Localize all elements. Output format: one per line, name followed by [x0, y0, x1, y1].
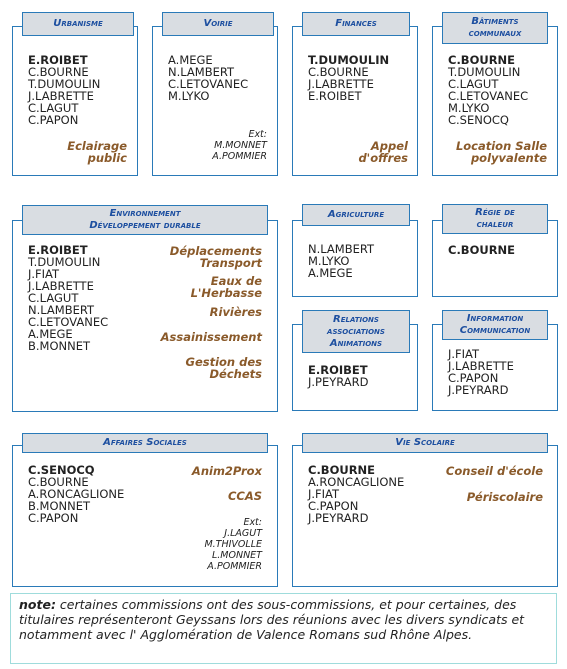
member: J.LABRETTE [28, 89, 94, 103]
member: C.BOURNE [308, 65, 369, 79]
external-members-affaires-sociales [204, 517, 262, 572]
members-agriculture [308, 243, 374, 279]
subcommission-assainissement [161, 331, 262, 343]
subcommission-eclairage [67, 140, 127, 164]
subcommission-line: Rivières [209, 305, 262, 319]
member: T.DUMOULIN [308, 53, 390, 67]
member: C.LAGUT [448, 77, 499, 91]
subcommission-line: Location Salle [455, 139, 547, 153]
subcommission-line: Déplacements [169, 244, 262, 258]
member: C.PAPON [448, 371, 499, 385]
member: J.LABRETTE [448, 359, 514, 373]
member: J.LABRETTE [308, 77, 374, 91]
ext-line: J.LAGUT [224, 528, 262, 539]
subcommission-line: polyvalente [470, 151, 547, 165]
subcommission-location-salle [456, 140, 547, 164]
title-line: Régie de [475, 207, 515, 218]
title-line: Relations [333, 313, 379, 325]
members-regie-chaleur [448, 244, 515, 256]
title-line: chaleur [476, 219, 514, 230]
member: E.ROIBET [28, 53, 88, 67]
member: C.LAGUT [28, 291, 79, 305]
commission-title-information [442, 310, 548, 340]
title-line: Bâtiments [471, 16, 519, 27]
subcommission-line: d'offres [358, 151, 408, 165]
subcommission-line: public [87, 151, 127, 165]
member: N.LAMBERT [168, 65, 235, 79]
member: A.MEGE [28, 327, 73, 341]
member: C.SENOCQ [28, 463, 95, 477]
title-line: Voirie [203, 18, 233, 29]
member: C.BOURNE [448, 243, 516, 257]
title-line: associations [327, 325, 385, 337]
subcommission-eaux-herbasse [191, 275, 262, 299]
member: C.BOURNE [448, 53, 516, 67]
member: C.LETOVANEC [28, 315, 109, 329]
member: C.LETOVANEC [168, 77, 249, 91]
subcommission-anim2prox [192, 465, 262, 477]
subcommission-line: Conseil d'école [445, 464, 543, 478]
subcommission-line: Gestion des [185, 355, 262, 369]
member: T.DUMOULIN [448, 65, 521, 79]
title-line: Information [466, 313, 524, 324]
title-line: Vie Scolaire [395, 437, 455, 448]
member: J.FIAT [28, 267, 60, 281]
member: J.LABRETTE [28, 279, 94, 293]
members-finances [308, 54, 389, 102]
commission-title-vie-scolaire [302, 433, 548, 453]
member: C.BOURNE [28, 475, 89, 489]
commission-title-finances [302, 12, 410, 36]
subcommission-periscolaire [467, 491, 543, 503]
member: M.LYKO [308, 254, 350, 268]
members-environnement [28, 244, 108, 352]
member: N.LAMBERT [28, 303, 95, 317]
title-line: Urbanisme [53, 18, 103, 29]
subcommission-line: L'Herbasse [190, 286, 262, 300]
members-affaires-sociales [28, 464, 124, 524]
member: B.MONNET [28, 339, 91, 353]
member: C.LETOVANEC [448, 89, 529, 103]
commission-title-agriculture [302, 204, 410, 226]
members-urbanisme [28, 54, 100, 126]
footnote [10, 593, 557, 664]
member: E.ROIBET [308, 363, 368, 377]
member: C.BOURNE [308, 463, 376, 477]
members-voirie [168, 54, 248, 102]
member: N.LAMBERT [308, 242, 375, 256]
commission-title-voirie [162, 12, 274, 36]
commission-title-urbanisme [22, 12, 134, 36]
subcommission-line: Déchets [209, 367, 262, 381]
external-members-voirie [212, 129, 267, 162]
member: J.FIAT [448, 347, 480, 361]
ext-line: L.MONNET [211, 550, 262, 561]
member: A.MEGE [168, 53, 213, 67]
title-line: communaux [468, 28, 522, 39]
commission-title-affaires-sociales [22, 433, 268, 453]
ext-line: Ext: [248, 129, 267, 140]
member: B.MONNET [28, 499, 91, 513]
commission-title-relations [302, 310, 410, 353]
member: J.PEYRARD [448, 383, 509, 397]
member: A.RONCAGLIONE [28, 487, 125, 501]
commission-title-batiments [442, 12, 548, 44]
title-line: Environnement [109, 208, 181, 219]
title-line: Affaires Sociales [103, 437, 187, 448]
subcommission-deplacements [170, 245, 262, 269]
member: C.BOURNE [28, 65, 89, 79]
subcommission-line: CCAS [227, 489, 262, 503]
subcommission-conseil-ecole [446, 465, 543, 477]
ext-line: Ext: [243, 517, 262, 528]
member: A.MEGE [308, 266, 353, 280]
subcommission-line: Transport [199, 256, 262, 270]
subcommission-gestion-dechets [186, 356, 263, 380]
members-batiments [448, 54, 528, 126]
title-line: Agriculture [327, 209, 385, 220]
member: M.LYKO [168, 89, 210, 103]
subcommission-line: Eclairage [67, 139, 127, 153]
member: M.LYKO [448, 101, 490, 115]
commission-title-environnement [22, 205, 268, 235]
member: J.PEYRARD [308, 375, 369, 389]
subcommission-ccas [228, 490, 262, 502]
subcommission-line: Appel [370, 139, 408, 153]
ext-line: A.POMMIER [212, 151, 267, 162]
members-relations [308, 364, 369, 388]
subcommission-rivieres [210, 306, 262, 318]
title-line: Développement durable [89, 220, 201, 231]
ext-line: A.POMMIER [207, 561, 262, 572]
member: J.FIAT [308, 487, 340, 501]
members-information [448, 348, 514, 396]
ext-line: M.THIVOLLE [204, 539, 262, 550]
member: C.PAPON [28, 113, 79, 127]
member: T.DUMOULIN [28, 77, 101, 91]
footnote-text: certaines commissions ont des sous-commissions, et pour certaines, des titulaires représenteront Geyssans lors des réunions avec les divers syndicats et notamment avec l' Agglomération de Valence Romans sud Rhône Alpes. [19, 597, 525, 642]
member: T.DUMOULIN [28, 255, 101, 269]
member: C.PAPON [308, 499, 359, 513]
subcommission-line: Assainissement [160, 330, 262, 344]
footnote-label: note: [19, 597, 56, 612]
member: C.SENOCQ [448, 113, 509, 127]
member: J.PEYRARD [308, 511, 369, 525]
ext-line: M.MONNET [214, 140, 267, 151]
member: A.RONCAGLIONE [308, 475, 405, 489]
members-vie-scolaire [308, 464, 404, 524]
subcommission-line: Périscolaire [466, 490, 543, 504]
title-line: Finances [335, 18, 377, 29]
subcommission-line: Anim2Prox [191, 464, 262, 478]
member: E.ROIBET [308, 89, 362, 103]
member: C.PAPON [28, 511, 79, 525]
commission-title-regie-chaleur [442, 204, 548, 234]
title-line: Communication [459, 325, 531, 336]
title-line: Animations [329, 337, 383, 349]
subcommission-line: Eaux de [210, 274, 262, 288]
member: C.LAGUT [28, 101, 79, 115]
member: E.ROIBET [28, 243, 88, 257]
subcommission-appel-offres [358, 140, 408, 164]
